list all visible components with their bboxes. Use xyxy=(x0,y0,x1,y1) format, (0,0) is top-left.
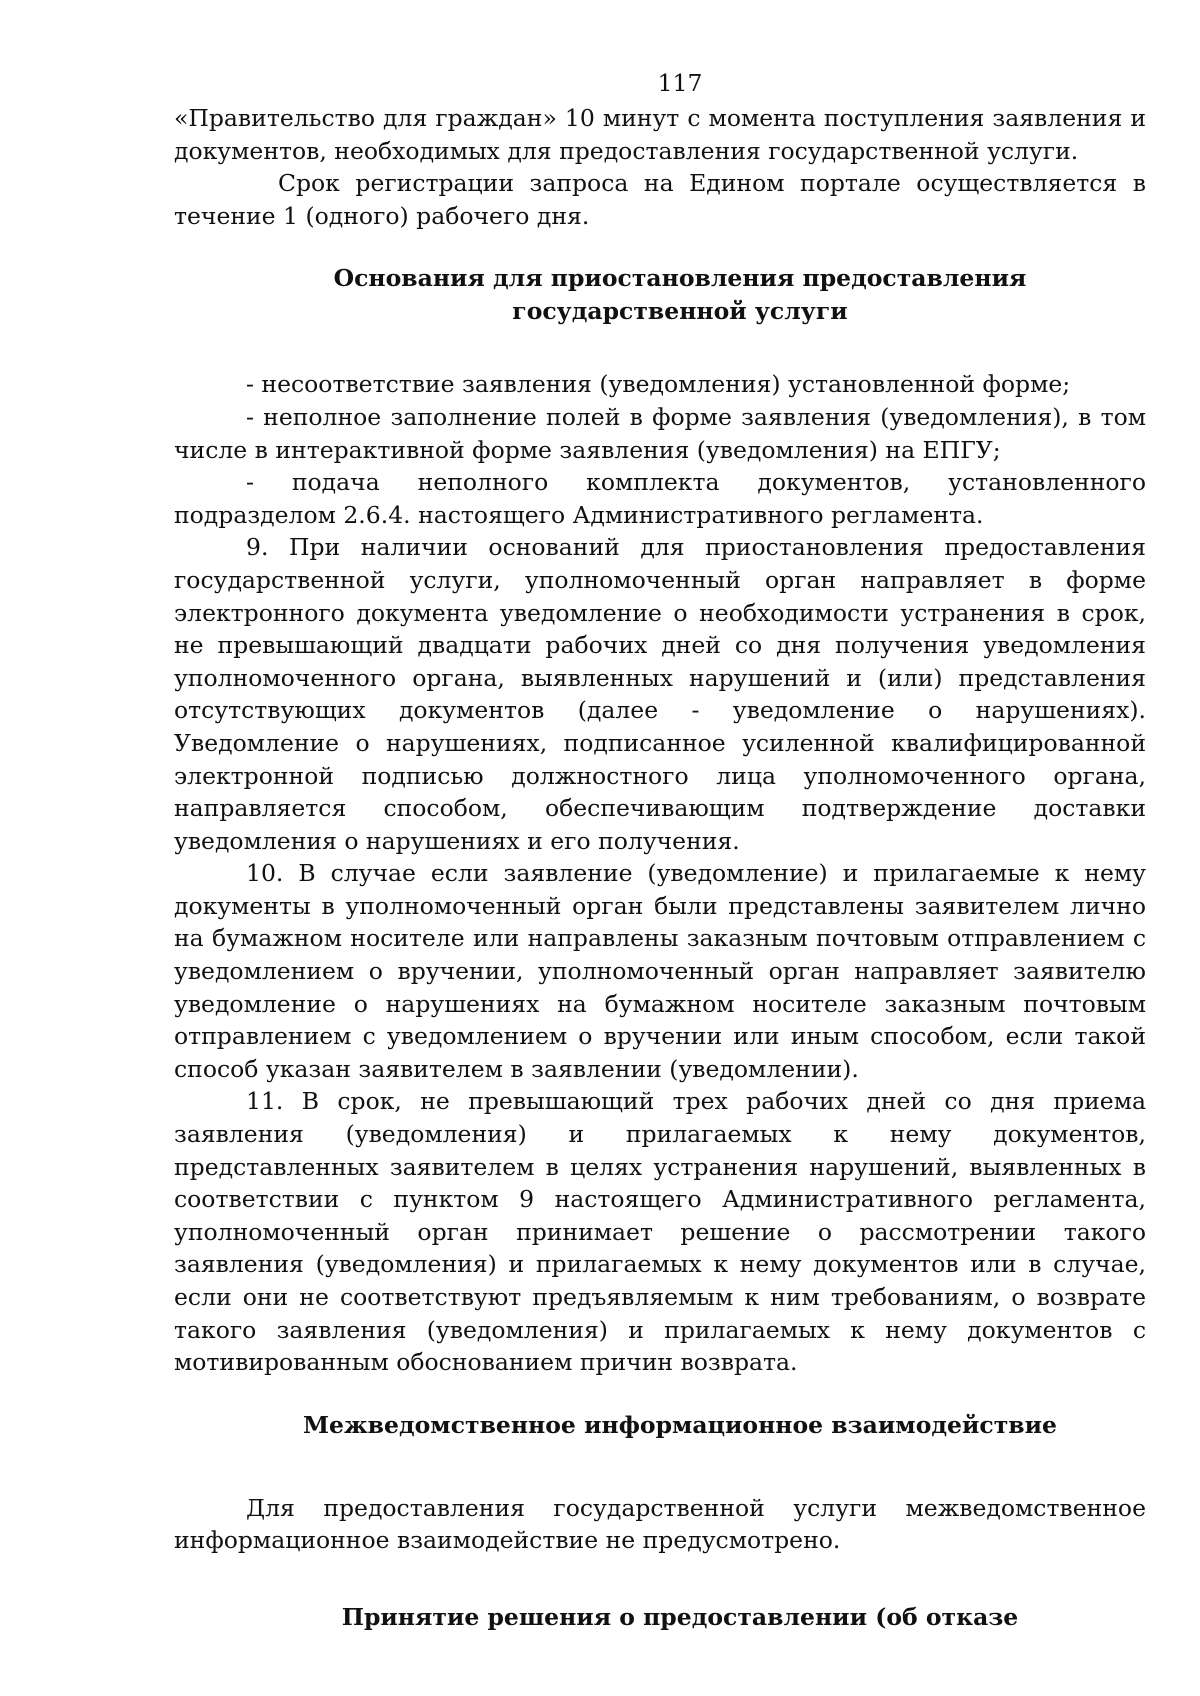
document-page xyxy=(174,66,1146,1634)
spacer xyxy=(174,1442,1146,1492)
page-number: 117 xyxy=(657,69,703,97)
clause-11: 11. В срок, не превышающий трех рабочих дней со дня приема заявления (уведомления) и прилагаемых к нему документов, представленных заявителем в целях устранения нарушений, выявленных в соответствии с пунктом 9 настоящего Административного регламента, уполномоченный орган принимает решение о рассмотрении такого заявления (уведомления) и прилагаемых к нему документов или в случае, если они не соответствуют предъявляемым к ним требованиям, о возврате такого заявления (уведомления) и прилагаемых к нему документов с мотивированным обоснованием причин возврата. xyxy=(174,1087,1146,1377)
spacer xyxy=(174,328,1146,368)
section-heading-decision: Принятие решения о предоставлении (об отказе xyxy=(341,1602,1019,1631)
spacer xyxy=(174,1557,1146,1601)
section-heading-interagency: Межведомственное информационное взаимодействие xyxy=(302,1410,1058,1439)
interagency-paragraph: Для предоставления государственной услуги межведомственное информационное взаимодействие не предусмотрено. xyxy=(174,1493,1146,1555)
spacer xyxy=(174,1379,1146,1409)
clause-9: 9. При наличии оснований для приостановления предоставления государственной услуги, уполномоченный орган направляет в форме электронного документа уведомление о необходимости устранения в срок, не превышающий двадцати рабочих дней со дня получения уведомления уполномоченного органа, выявленных нарушений и (или) представления отсутствующих документов (далее - уведомление о нарушениях). Уведомление о нарушениях, подписанное усиленной квалифицированной электронной подписью должностного лица уполномоченного органа, направляется способом, обеспечивающим подтверждение доставки уведомления о нарушениях и его получения. xyxy=(174,533,1146,855)
section-heading-suspension: Основания для приостановления предоставления государственной услуги xyxy=(333,264,1027,326)
spacer xyxy=(174,232,1146,262)
list-item: - подача неполного комплекта документов, установленного подразделом 2.6.4. настоящего Административного регламента. xyxy=(174,468,1146,529)
clause-10: 10. В случае если заявление (уведомление) и прилагаемые к нему документы в уполномоченный орган были представлены заявителем лично на бумажном носителе или направлены заказным почтовым отправлением с уведомлением о вручении, уполномоченный орган направляет заявителю уведомление о нарушениях на бумажном носителе заказным почтовым отправлением с уведомлением о вручении или иным способом, если такой способ указан заявителем в заявлении (уведомлении). xyxy=(174,859,1146,1083)
list-item: - несоответствие заявления (уведомления) установленной форме; xyxy=(246,370,1071,399)
intro-paragraph-2: Срок регистрации запроса на Едином портале осуществляется в течение 1 (одного) рабочего дня. xyxy=(174,169,1146,230)
intro-paragraph-1: «Правительство для граждан» 10 минут с момента поступления заявления и документов, необходимых для предоставления государственной услуги. xyxy=(174,104,1146,165)
list-item: - неполное заполнение полей в форме заявления (уведомления), в том числе в интерактивной форме заявления (уведомления) на ЕПГУ; xyxy=(174,402,1146,464)
